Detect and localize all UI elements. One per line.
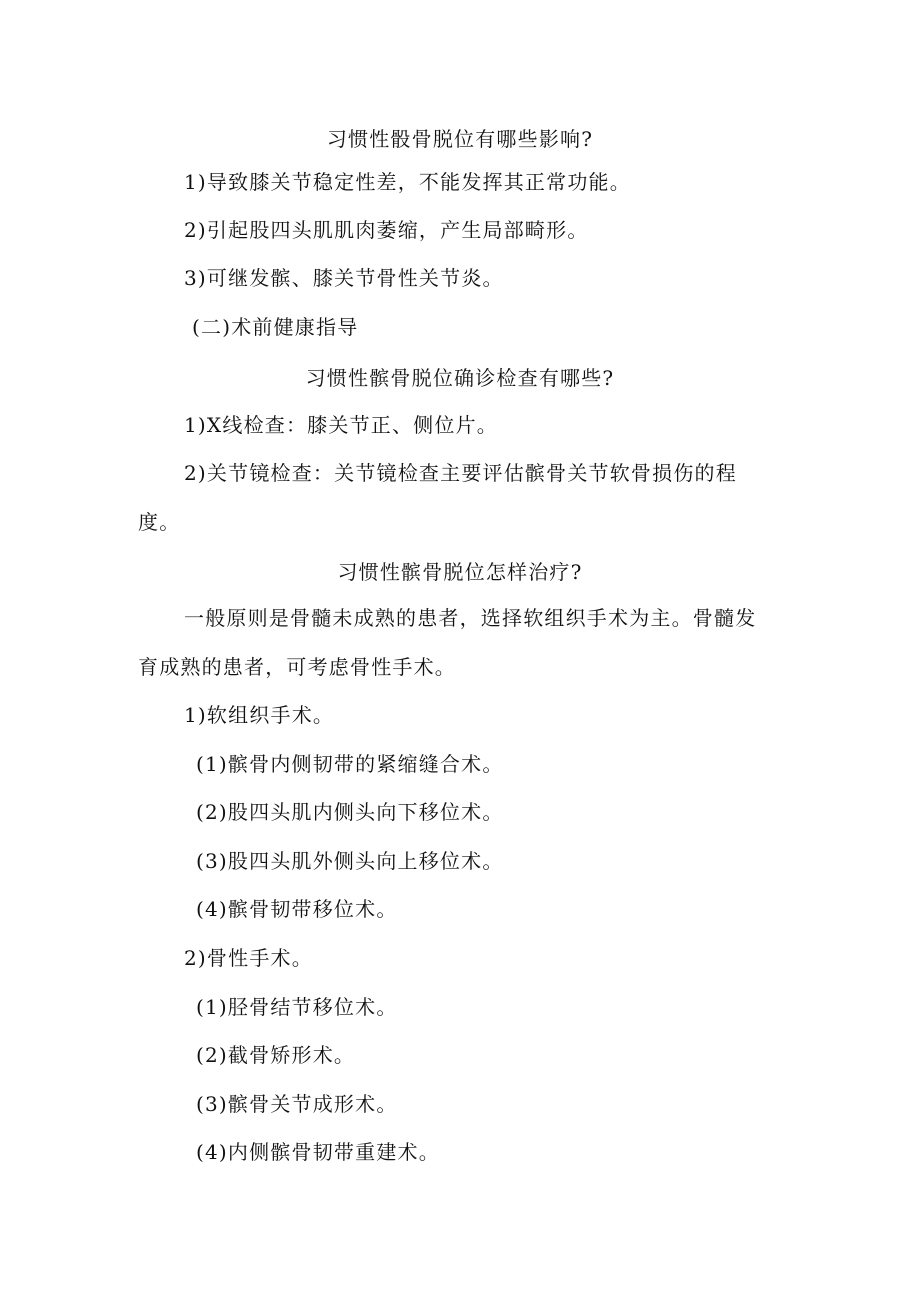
effect-item-3: 3)可继发髌、膝关节骨性关节炎。 bbox=[184, 266, 504, 290]
soft-tissue-surgery-title: 1)软组织手术。 bbox=[184, 703, 335, 727]
soft-tissue-item-2: (2)股四头肌内侧头向下移位术。 bbox=[196, 800, 504, 824]
section-preop-guidance: (二)术前健康指导 bbox=[192, 315, 359, 339]
exam-item-2: 2)关节镜检查：关节镜检查主要评估髌骨关节软骨损伤的程 bbox=[184, 461, 737, 485]
exam-item-1: 1)X线检查：膝关节正、侧位片。 bbox=[184, 413, 498, 437]
soft-tissue-item-1: (1)髌骨内侧韧带的紧缩缝合术。 bbox=[196, 752, 504, 776]
principle-paragraph: 一般原则是骨髓未成熟的患者，选择软组织手术为主。骨髓发 bbox=[184, 606, 757, 630]
effect-item-1: 1)导致膝关节稳定性差，不能发挥其正常功能。 bbox=[184, 170, 631, 194]
principle-paragraph-continued: 育成熟的患者，可考虑骨性手术。 bbox=[138, 655, 456, 679]
bony-item-4: (4)内侧髌骨韧带重建术。 bbox=[196, 1140, 440, 1164]
heading-effects: 习惯性骰骨脱位有哪些影响? bbox=[326, 127, 594, 151]
bony-item-1: (1)胫骨结节移位术。 bbox=[196, 995, 398, 1019]
heading-diagnosis: 习惯性髌骨脱位确诊检查有哪些? bbox=[305, 366, 615, 390]
effect-item-2: 2)引起股四头肌肌肉萎缩，产生局部畸形。 bbox=[184, 218, 589, 242]
exam-item-2-continued: 度。 bbox=[138, 510, 181, 534]
soft-tissue-item-3: (3)股四头肌外侧头向上移位术。 bbox=[196, 849, 504, 873]
bony-surgery-title: 2)骨性手术。 bbox=[184, 946, 313, 970]
heading-treatment: 习惯性髌骨脱位怎样治疗? bbox=[337, 560, 583, 584]
soft-tissue-item-4: (4)髌骨韧带移位术。 bbox=[196, 897, 398, 921]
bony-item-3: (3)髌骨关节成形术。 bbox=[196, 1092, 398, 1116]
bony-item-2: (2)截骨矫形术。 bbox=[196, 1043, 356, 1067]
